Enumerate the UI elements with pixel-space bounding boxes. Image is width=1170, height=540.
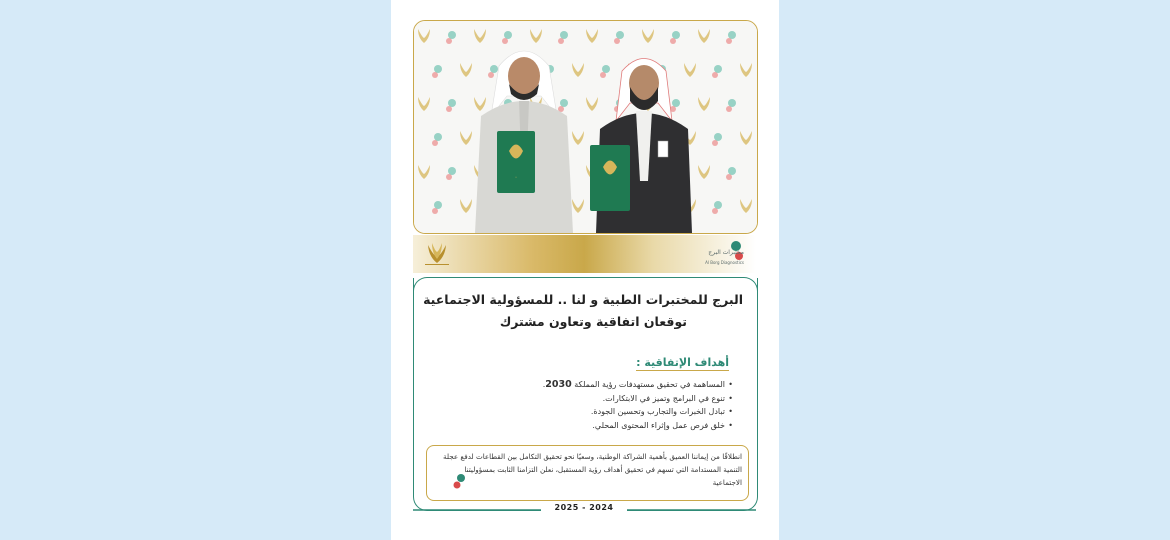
headline-line-2: توقعان اتفاقية وتعاون مشترك <box>499 314 687 329</box>
headline-line-1: البرج للمختبرات الطبية و لنا .. للمسؤولية الاجتماعية <box>423 292 743 307</box>
alborg-logo-text: مختبرات البرج <box>708 249 744 256</box>
person-left <box>469 26 579 233</box>
person-right <box>574 41 694 233</box>
goals-list <box>493 378 733 432</box>
alborg-small-logo-icon <box>447 472 491 494</box>
content-card <box>413 278 758 511</box>
svg-text:•: • <box>515 175 517 179</box>
goal-item: • تبادل الخبرات والتجارب وتحسين الجودة. <box>493 405 733 419</box>
goals-heading: أهداف الإتفاقية : <box>636 356 729 369</box>
goal-item: • تنوع في البرامج وتميز في الابتكارات. <box>493 392 733 406</box>
goal-item: • المساهمة في تحقيق مستهدفات رؤية المملكة 2030. <box>493 378 733 392</box>
document-page <box>391 0 779 540</box>
alborg-logo-subtext: Al Borg Diagnostics <box>705 260 744 265</box>
logo-banner <box>413 235 756 273</box>
signing-photo <box>413 20 758 234</box>
statement-box <box>426 445 749 501</box>
year-range: 2025 - 2024 <box>541 503 627 517</box>
goal-item: • خلق فرص عمل وإثراء المحتوى المحلي. <box>493 419 733 433</box>
statement-text: انطلاقًا من إيماننا العميق بأهمية الشراكة الوطنية، وسعيًا نحو تحقيق التكامل بين القطاعات لدفع عجلة التنمية المستدامة التي تسهم في تحقيق أهداف رؤية المستقبل، نعلن التزامنا الثابت بمسؤوليتنا الاجتماعية <box>442 452 742 487</box>
lana-logo-icon <box>419 237 455 271</box>
card-top-border <box>413 277 758 292</box>
